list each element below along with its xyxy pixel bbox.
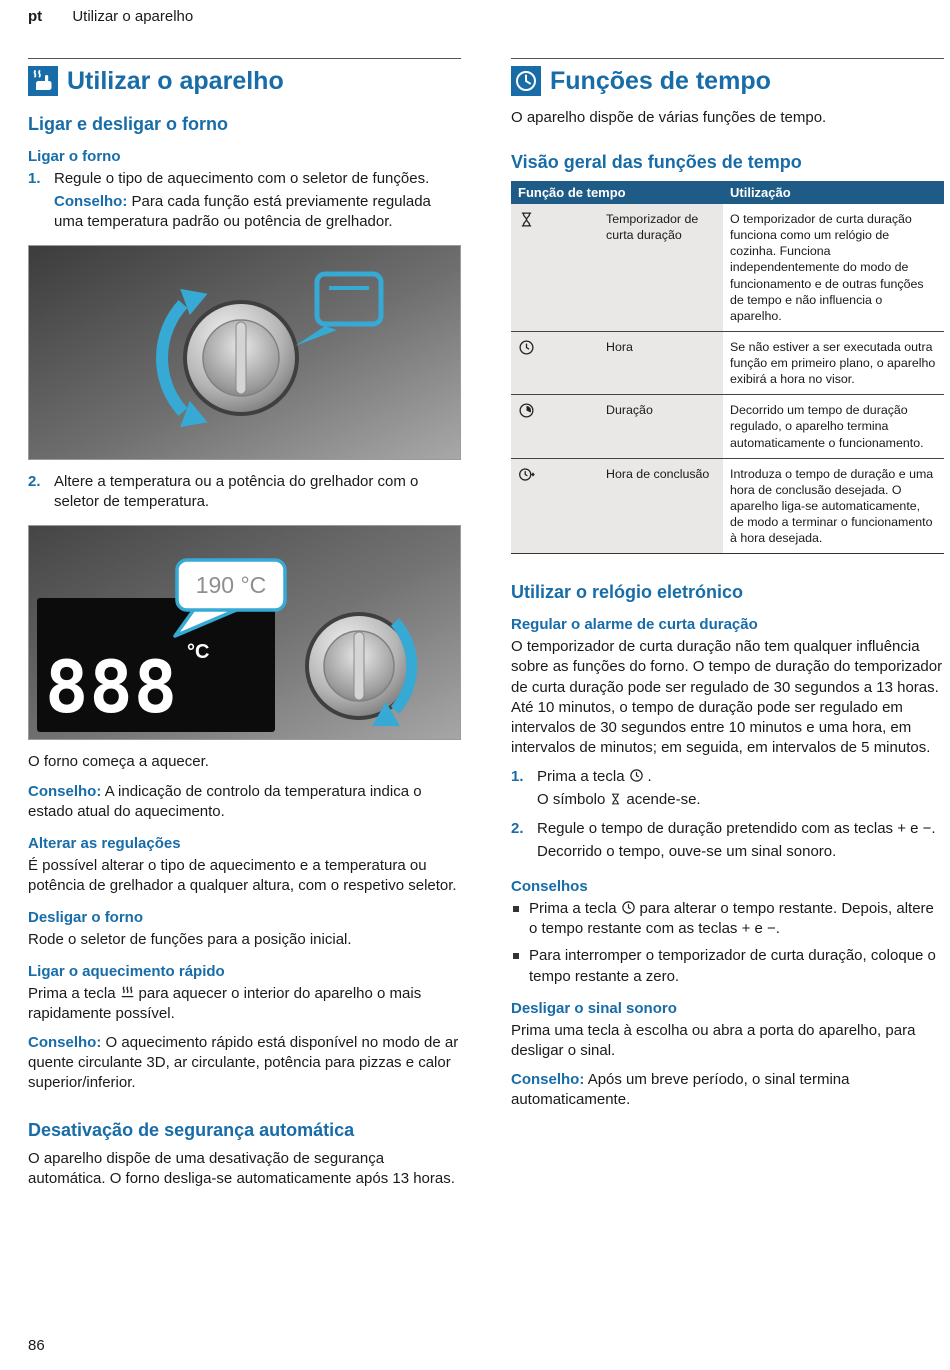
- paragraph-desativacao: O aparelho dispõe de uma desativação de segurança automática. O forno desliga-se automaticamente após 13 horas.: [28, 1149, 455, 1187]
- step-2: [511, 819, 944, 865]
- section-title-utilizar: Utilizar o aparelho: [67, 66, 284, 95]
- heading-conselhos: Conselhos: [511, 878, 588, 896]
- function-description: O temporizador de curta duração funciona como um relógio de cozinha. Funciona independentemente do modo de funcionamento e de outras funções de tempo e não influencia o aparelho.: [723, 204, 944, 331]
- table-header-usage: Utilização: [723, 181, 944, 204]
- text-post: para alterar o tempo restante. Depois, altere o tempo restante com as teclas + e −.: [529, 900, 934, 938]
- language-code: pt: [28, 8, 43, 25]
- page-header: [28, 8, 193, 25]
- heading-ligar-desligar: Ligar e desligar o forno: [28, 114, 229, 134]
- text-pre: O símbolo: [537, 791, 606, 808]
- hourglass-symbol-icon: [609, 792, 622, 806]
- display-temperature-digits: 888: [45, 645, 179, 730]
- text-pre: Prima a tecla: [28, 985, 116, 1003]
- bullet-square-icon: [513, 953, 519, 959]
- function-name: Duração: [599, 395, 723, 458]
- tip-text: Para cada função está previamente regulada uma temperatura padrão ou potência de grelhador.: [54, 193, 431, 231]
- heading-aquecimento-rapido: Ligar o aquecimento rápido: [28, 963, 225, 981]
- step-number: 1.: [511, 767, 524, 785]
- callout-temperature-value: 190 °C: [195, 572, 267, 599]
- clock-duration-icon: [518, 408, 535, 422]
- left-column: [28, 58, 461, 1198]
- clock-end-time-icon: [518, 472, 535, 486]
- tip-paragraph: [511, 1070, 944, 1110]
- table-header-row: [511, 181, 944, 204]
- intro-paragraph: O aparelho dispõe de várias funções de tempo.: [511, 109, 827, 126]
- tip-paragraph: [28, 1033, 461, 1093]
- tip-paragraph: [28, 782, 461, 822]
- tip-label: Conselho:: [28, 1034, 102, 1052]
- paragraph-sinal: Prima uma tecla à escolha ou abra a porta do aparelho, para desligar o sinal.: [511, 1021, 916, 1059]
- heading-desligar-forno: Desligar o forno: [28, 908, 144, 926]
- step-text: Regule o tipo de aquecimento com o seletor de funções.: [54, 170, 430, 187]
- heading-desativacao-seguranca: Desativação de segurança automática: [28, 1119, 355, 1140]
- section-head-funcoes-tempo: [511, 58, 944, 96]
- heading-ligar-forno: Ligar o forno: [28, 148, 121, 165]
- tip-label: Conselho:: [28, 782, 102, 800]
- step-body: [537, 819, 944, 865]
- table-row: [511, 331, 944, 394]
- step-body: [54, 472, 461, 515]
- heading-regular-alarme: Regular o alarme de curta duração: [511, 616, 758, 634]
- step-1: [28, 169, 461, 235]
- clock-icon: [511, 66, 541, 96]
- text-pre: Prima a tecla: [537, 767, 625, 785]
- bullet-text: [529, 899, 944, 939]
- paragraph-desligar: Rode o seletor de funções para a posição inicial.: [28, 930, 352, 948]
- page-footer: [28, 1337, 45, 1354]
- text-post: para aquecer o interior do aparelho o mais rapidamente possível.: [28, 985, 422, 1023]
- function-description: Introduza o tempo de duração e uma hora de conclusão desejada. O aparelho liga-se automaticamente, de modo a terminar o funcionamento à hora desejada.: [723, 458, 944, 554]
- heading-alterar-regulacoes: Alterar as regulações: [28, 834, 181, 852]
- figure-function-selector: [28, 245, 461, 460]
- section-head-utilizar: [28, 58, 461, 96]
- function-description: Se não estiver a ser executada outra função em primeiro plano, o aparelho exibirá a hora no visor.: [723, 331, 944, 394]
- function-name: Hora de conclusão: [599, 458, 723, 554]
- figure-temperature-selector: [28, 525, 461, 740]
- list-item: [511, 946, 944, 986]
- table-header-function: Função de tempo: [511, 181, 723, 204]
- list-item: [511, 899, 944, 939]
- step-number: 1.: [28, 170, 41, 187]
- table-row: [511, 395, 944, 458]
- tip-text: A indicação de controlo da temperatura indica o estado atual do aquecimento.: [28, 782, 422, 820]
- step-text: [537, 767, 944, 787]
- two-column-layout: [28, 58, 944, 1198]
- step-1: [511, 767, 944, 813]
- function-name: Temporizador de curta duração: [599, 204, 723, 331]
- table-row: [511, 204, 944, 331]
- step-body: [537, 767, 944, 813]
- clock-key-icon: [621, 900, 636, 915]
- tip-label: Conselho:: [511, 1070, 585, 1088]
- running-header-title: Utilizar o aparelho: [72, 8, 194, 25]
- heading-visao-geral: Visão geral das funções de tempo: [511, 152, 802, 173]
- function-description: Decorrido um tempo de duração regulado, o aparelho termina automaticamente o funcionamento.: [723, 395, 944, 458]
- table-row: [511, 458, 944, 554]
- clock-icon: [518, 345, 535, 359]
- step-text: Altere a temperatura ou a potência do grelhador com o seletor de temperatura.: [54, 473, 419, 511]
- clock-key-icon: [629, 768, 644, 783]
- step-text: Decorrido o tempo, ouve-se um sinal sonoro.: [537, 843, 837, 861]
- time-functions-table: [511, 181, 944, 554]
- heading-relogio-eletronico: Utilizar o relógio eletrónico: [511, 582, 744, 603]
- step-number: 2.: [511, 820, 524, 838]
- tip-text: Após um breve período, o sinal termina automaticamente.: [511, 1070, 850, 1108]
- heading-desligar-sinal: Desligar o sinal sonoro: [511, 999, 677, 1017]
- text-pre: Prima a tecla: [529, 900, 617, 918]
- bullet-text: Para interromper o temporizador de curta duração, coloque o tempo restante a zero.: [529, 947, 936, 985]
- hand-appliance-icon: [28, 66, 58, 96]
- display-temperature-unit: °C: [187, 641, 210, 664]
- paragraph-oven-heats: O forno começa a aquecer.: [28, 753, 209, 771]
- text-post: .: [647, 767, 652, 785]
- quick-heat-icon: [120, 985, 135, 1000]
- step-2: [28, 472, 461, 515]
- step-body: [54, 169, 461, 235]
- step-number: 2.: [28, 473, 41, 491]
- tip-text: O aquecimento rápido está disponível no modo de ar quente circulante 3D, ar circulante, potência para pizzas e calor superior/inferior.: [28, 1034, 459, 1092]
- page-number: 86: [28, 1337, 45, 1354]
- section-title-funcoes-tempo: Funções de tempo: [550, 66, 771, 95]
- bullet-square-icon: [513, 906, 519, 912]
- function-selector-knob: [183, 300, 299, 416]
- paragraph-alterar: É possível alterar o tipo de aquecimento e a temperatura ou potência de grelhador a qualquer altura, com o respetivo seletor.: [28, 856, 457, 894]
- step-text: [537, 790, 944, 810]
- tip-label: Conselho:: [54, 193, 128, 211]
- step-text: Regule o tempo de duração pretendido com as teclas + e −.: [537, 820, 936, 838]
- paragraph-aquecimento-rapido: [28, 984, 461, 1024]
- hourglass-timer-icon: [518, 217, 535, 231]
- paragraph-alarme: O temporizador de curta duração não tem qualquer influência sobre as funções do forno. O tempo de duração do temporizador de curta duração pode ser regulado de 30 segundos a 13 horas. Até 10 minutos, o tempo de duração pode ser regulado em intervalos de 30 segundos entre 10 minutos e uma hora, em intervalos de minutos; em seguida, em intervalos de 5 minutos.: [511, 638, 943, 756]
- text-post: acende-se.: [626, 791, 701, 808]
- function-name: Hora: [599, 331, 723, 394]
- tip-paragraph: [54, 192, 461, 232]
- right-column: [511, 58, 944, 1198]
